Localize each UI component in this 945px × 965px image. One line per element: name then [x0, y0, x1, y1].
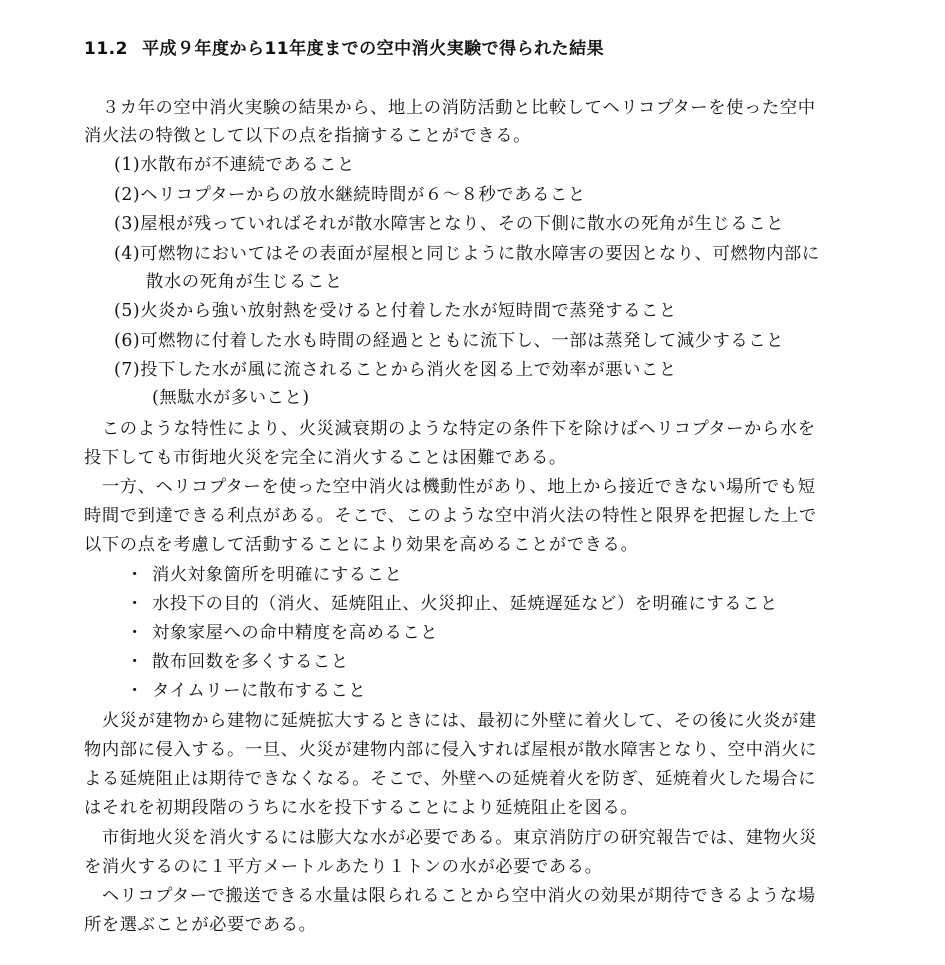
finding-item: (4)可燃物においてはその表面が屋根と同じように散水障害の要因となり、可燃物内部に: [114, 244, 820, 264]
section-heading: [84, 34, 604, 59]
paragraph-line: よる延焼阻止は期待できなくなる。そこで、外壁への延焼着火を防ぎ、延焼着火した場合に: [84, 769, 817, 789]
bullet-dot: ・: [126, 594, 144, 614]
bullet-dot: ・: [126, 565, 144, 585]
bullet-text: 散布回数を多くすること: [152, 652, 349, 672]
finding-item: (6)可燃物に付着した水も時間の経過とともに流下し、一部は蒸発して減少すること: [114, 331, 785, 351]
bullet-text: 対象家屋への命中精度を高めること: [152, 623, 439, 643]
paragraph-line: 以下の点を考慮して活動することにより効果を高めることができる。: [84, 535, 639, 555]
section-number: 11.2: [84, 39, 128, 59]
paragraph-line: を消火するのに１平方メートルあたり１トンの水が必要である。: [84, 857, 603, 877]
paragraph-line: このような特性により、火災減衰期のような特定の条件下を除けばヘリコプターから水を: [84, 419, 816, 439]
finding-item: (7)投下した水が風に流されることから消火を図る上で効率が悪いこと: [114, 360, 677, 380]
finding-item: (2)ヘリコプターからの放水継続時間が６～８秒であること: [114, 185, 586, 205]
finding-item: (5)火炎から強い放射熱を受けると付着した水が短時間で蒸発すること: [114, 301, 677, 321]
paragraph-line: 一方、ヘリコプターを使った空中消火は機動性があり、地上から接近できない場所でも短: [84, 477, 816, 497]
finding-item-continuation: 散水の死角が生じること: [146, 272, 343, 292]
bullet-text: 水投下の目的（消火、延焼阻止、火災抑止、延焼遅延など）を明確にすること: [152, 594, 778, 614]
bullet-item: [126, 622, 438, 644]
bullet-item: [126, 564, 402, 586]
paragraph-line: ヘリコプターで搬送できる水量は限られることから空中消火の効果が期待できるような場: [84, 886, 816, 906]
finding-item-note: (無駄水が多いこと): [152, 388, 310, 408]
paragraph-line: 火災が建物から建物に延焼拡大するときには、最初に外壁に着火して、その後に火炎が建: [84, 711, 817, 731]
finding-item: (3)屋根が残っていればそれが散水障害となり、その下側に散水の死角が生じること: [114, 214, 785, 234]
paragraph-line: 所を選ぶことが必要である。: [84, 915, 317, 935]
bullet-dot: ・: [126, 623, 144, 643]
bullet-item: [126, 651, 349, 673]
paragraph-line: 市街地火災を消火するには膨大な水が必要である。東京消防庁の研究報告では、建物火災: [84, 828, 818, 848]
intro-line: ３カ年の空中消火実験の結果から、地上の消防活動と比較してヘリコプターを使った空中: [84, 98, 816, 118]
bullet-dot: ・: [126, 681, 144, 701]
bullet-item: [126, 593, 778, 615]
paragraph-line: 投下しても市街地火災を完全に消火することは困難である。: [84, 448, 567, 468]
bullet-dot: ・: [126, 652, 144, 672]
paragraph-line: 時間で到達できる利点がある。そこで、このような空中消火法の特性と限界を把握した上で: [84, 506, 817, 526]
section-title: 平成９年度から11年度までの空中消火実験で得られた結果: [141, 39, 605, 59]
intro-line: 消火法の特徴として以下の点を指摘することができる。: [84, 126, 532, 146]
paragraph-line: はそれを初期段階のうちに水を投下することにより延焼阻止を図る。: [84, 798, 639, 818]
finding-item: (1)水散布が不連続であること: [114, 155, 355, 175]
bullet-text: タイムリーに散布すること: [152, 681, 367, 701]
paragraph-line: 物内部に侵入する。一旦、火災が建物内部に侵入すれば屋根が散水障害となり、空中消火に: [84, 740, 818, 760]
bullet-text: 消火対象箇所を明確にすること: [152, 565, 403, 585]
bullet-item: [126, 680, 366, 702]
